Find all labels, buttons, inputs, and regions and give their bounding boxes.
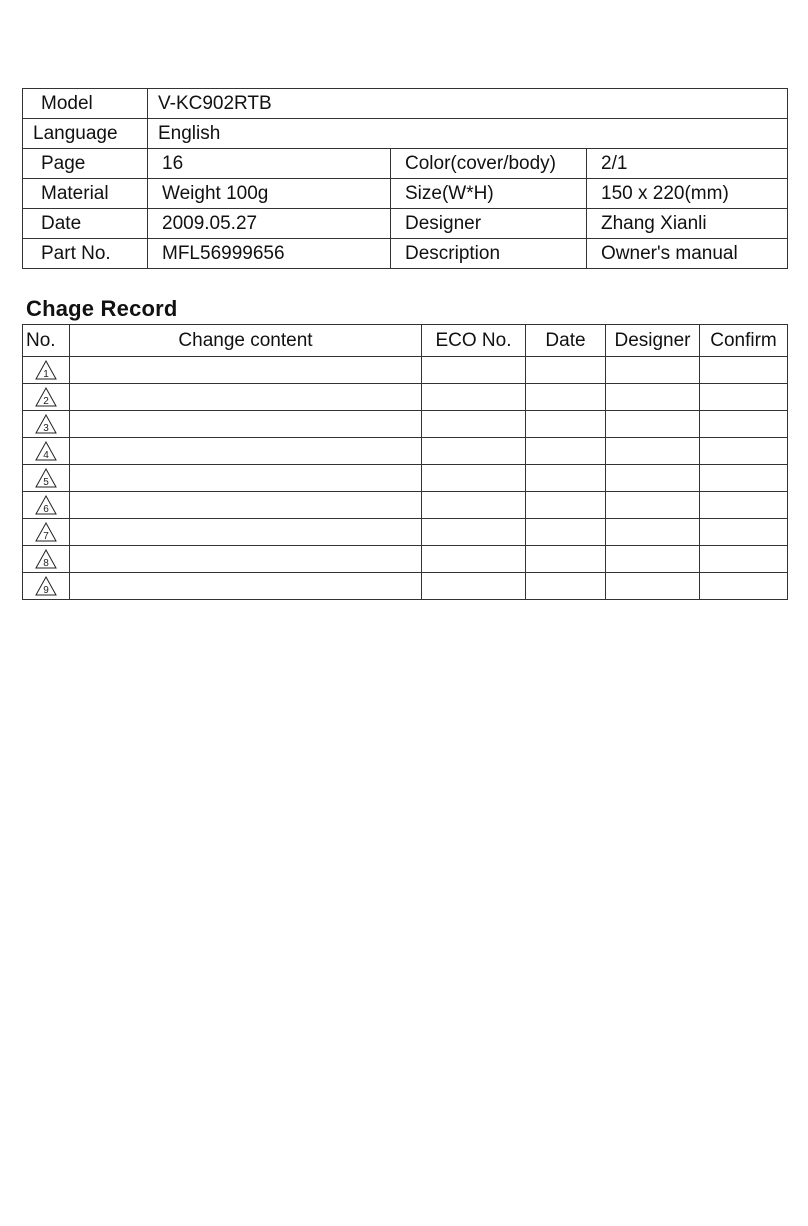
partno-label: Part No.	[23, 239, 148, 269]
date-cell	[526, 465, 606, 492]
revision-number-cell	[23, 411, 70, 438]
revision-triangle-icon	[35, 414, 57, 434]
revision-number: 5	[43, 477, 49, 488]
designer-cell	[606, 438, 700, 465]
revision-number: 6	[43, 504, 49, 515]
material-value: Weight 100g	[148, 179, 391, 209]
model-label: Model	[23, 89, 148, 119]
size-value: 150 x 220(mm)	[587, 179, 788, 209]
revision-triangle-icon	[35, 522, 57, 542]
eco-no-cell	[422, 546, 526, 573]
size-label: Size(W*H)	[391, 179, 587, 209]
change-content-cell	[70, 438, 422, 465]
revision-number: 3	[43, 423, 49, 434]
page-value: 16	[148, 149, 391, 179]
revision-number-cell	[23, 438, 70, 465]
change-content-cell	[70, 519, 422, 546]
revision-triangle-icon	[35, 468, 57, 488]
page-label: Page	[23, 149, 148, 179]
confirm-cell	[700, 492, 788, 519]
change-record-row	[23, 573, 788, 600]
change-content-cell	[70, 465, 422, 492]
partno-value: MFL56999656	[148, 239, 391, 269]
spec-table	[22, 88, 788, 269]
change-content-cell	[70, 411, 422, 438]
change-content-cell	[70, 546, 422, 573]
change-record-row	[23, 465, 788, 492]
revision-number: 4	[43, 450, 49, 461]
spec-row-material	[23, 179, 788, 209]
color-label: Color(cover/body)	[391, 149, 587, 179]
designer-cell	[606, 357, 700, 384]
confirm-cell	[700, 357, 788, 384]
change-record-header	[23, 325, 788, 357]
spec-row-date	[23, 209, 788, 239]
change-content-cell	[70, 357, 422, 384]
spec-row-partno	[23, 239, 788, 269]
revision-number-cell	[23, 573, 70, 600]
confirm-cell	[700, 465, 788, 492]
revision-triangle-icon	[35, 549, 57, 569]
description-value: Owner's manual	[587, 239, 788, 269]
description-label: Description	[391, 239, 587, 269]
eco-no-cell	[422, 492, 526, 519]
date-cell	[526, 546, 606, 573]
change-content-cell	[70, 573, 422, 600]
color-value: 2/1	[587, 149, 788, 179]
material-label: Material	[23, 179, 148, 209]
header-date: Date	[526, 325, 606, 357]
change-record-row	[23, 384, 788, 411]
revision-triangle-icon	[35, 495, 57, 515]
change-content-cell	[70, 384, 422, 411]
change-record-table	[22, 324, 788, 600]
spec-row-language	[23, 119, 788, 149]
revision-number-cell	[23, 492, 70, 519]
revision-number-cell	[23, 546, 70, 573]
date-value: 2009.05.27	[148, 209, 391, 239]
change-record-row	[23, 411, 788, 438]
date-cell	[526, 492, 606, 519]
eco-no-cell	[422, 519, 526, 546]
date-cell	[526, 357, 606, 384]
change-record-row	[23, 357, 788, 384]
confirm-cell	[700, 384, 788, 411]
change-record-row	[23, 438, 788, 465]
revision-number: 7	[43, 531, 49, 542]
designer-value: Zhang Xianli	[587, 209, 788, 239]
date-label: Date	[23, 209, 148, 239]
designer-cell	[606, 465, 700, 492]
confirm-cell	[700, 573, 788, 600]
revision-number: 9	[43, 585, 49, 596]
eco-no-cell	[422, 465, 526, 492]
revision-number: 2	[43, 396, 49, 407]
confirm-cell	[700, 546, 788, 573]
revision-number-cell	[23, 519, 70, 546]
change-content-cell	[70, 492, 422, 519]
designer-cell	[606, 573, 700, 600]
header-change-content: Change content	[70, 325, 422, 357]
date-cell	[526, 573, 606, 600]
header-confirm: Confirm	[700, 325, 788, 357]
revision-triangle-icon	[35, 387, 57, 407]
designer-cell	[606, 492, 700, 519]
change-record-row	[23, 519, 788, 546]
revision-triangle-icon	[35, 576, 57, 596]
eco-no-cell	[422, 438, 526, 465]
revision-triangle-icon	[35, 360, 57, 380]
confirm-cell	[700, 519, 788, 546]
model-value: V-KC902RTB	[148, 89, 788, 119]
date-cell	[526, 384, 606, 411]
designer-cell	[606, 411, 700, 438]
eco-no-cell	[422, 573, 526, 600]
header-eco-no: ECO No.	[422, 325, 526, 357]
revision-number: 8	[43, 558, 49, 569]
header-no: No.	[23, 325, 70, 357]
eco-no-cell	[422, 411, 526, 438]
change-record-row	[23, 492, 788, 519]
date-cell	[526, 411, 606, 438]
change-record-row	[23, 546, 788, 573]
confirm-cell	[700, 411, 788, 438]
eco-no-cell	[422, 384, 526, 411]
header-designer: Designer	[606, 325, 700, 357]
designer-label: Designer	[391, 209, 587, 239]
language-label: Language	[23, 119, 148, 149]
date-cell	[526, 438, 606, 465]
change-record-body	[23, 357, 788, 600]
date-cell	[526, 519, 606, 546]
designer-cell	[606, 546, 700, 573]
revision-number-cell	[23, 465, 70, 492]
eco-no-cell	[422, 357, 526, 384]
spec-row-page	[23, 149, 788, 179]
designer-cell	[606, 384, 700, 411]
revision-number: 1	[43, 369, 49, 380]
confirm-cell	[700, 438, 788, 465]
designer-cell	[606, 519, 700, 546]
revision-triangle-icon	[35, 441, 57, 461]
change-record-title: Chage Record	[26, 296, 178, 321]
spec-row-model	[23, 89, 788, 119]
revision-number-cell	[23, 384, 70, 411]
revision-number-cell	[23, 357, 70, 384]
language-value: English	[148, 119, 788, 149]
